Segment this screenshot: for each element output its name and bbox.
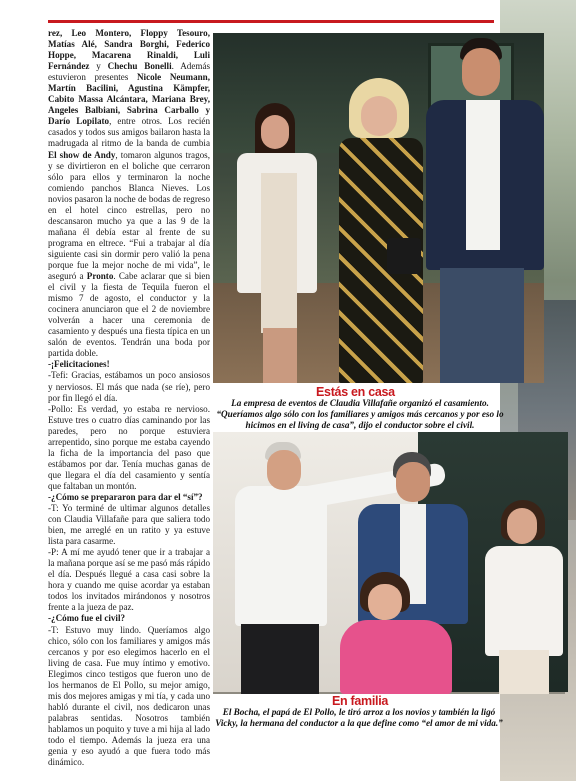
bold-run: -¿Cómo fue el civil? xyxy=(48,613,126,624)
wedding-photo-trio xyxy=(213,33,544,383)
article-paragraph xyxy=(48,503,210,547)
text-run: -T: Estuvo muy lindo. Queríamos algo chico, sólo con los familiares y amigos más cercanos y por eso elegimos hacerlo en el living de casa. Fue muy íntimo y emotivo. Elegimos cinco testigos que fueron uno de los hermanos de El Pollo, su mejor amigo, mis dos mejores amigas y mi tía, y cada uno habló durante el civil, nos dedicaron unas palabras sentidas. Nosotros también hablamos un poquito y tuve a mi hija al lado todo el tiempo. Además la jueza era una genia y eso ayudó a que fuera todo más dinámico. xyxy=(48,624,210,768)
top-rule xyxy=(48,20,494,23)
bold-run: -¡Felicitaciones! xyxy=(48,359,110,370)
article-body xyxy=(48,28,211,768)
text-run: -T: Yo terminé de ultimar algunos detalles con Claudia Villafañe para que saliera todo bien, me arreglé en un ratito y ya estuve lista para casarme. xyxy=(48,503,210,547)
bride-figure xyxy=(481,500,565,694)
article-paragraph xyxy=(48,359,210,370)
article-paragraph xyxy=(48,613,210,624)
bold-run: Chechu Bonelli xyxy=(107,61,172,72)
article-paragraph xyxy=(48,492,210,503)
caption-title: En familia xyxy=(332,694,389,708)
text-run: -Tefi: Gracias, estábamos un poco ansiosos y nerviosos. El más que nada (se ríe), pero por fin llegó el día. xyxy=(48,370,210,403)
text-run: -P: A mí me ayudó tener que ir a trabajar a la mañana porque así se me pasó más rápido el día. Después llegué a casa casi sobre la hora y cuando me quise acordar ya estaban todos los invitados mirándonos y nosotros frente a la jueza de paz. xyxy=(48,547,210,613)
bold-run: -¿Cómo se prepararon para dar el “sí”? xyxy=(48,491,203,502)
bold-run: Nicole Neumann, Martín Bacilini, Agustina Kämpfer, Cabito Massa Alcántara, Mariana Brey, Angeles Balbiani, Sabrina Carballo y Darío Lopilato xyxy=(48,72,211,127)
caption-text: La empresa de eventos de Claudia Villafañe organizó el casamiento. “Queríamos algo sólo con los familiares y amigos más cercanos y por eso lo hicimos en el living de casa”, dijo el conductor sobre el civil. xyxy=(216,398,504,430)
text-run: . Además estuvieron presentes xyxy=(48,61,211,83)
article-paragraph xyxy=(48,404,210,492)
caption-title: Estás en casa xyxy=(316,385,395,399)
article-paragraph xyxy=(48,370,210,403)
article-paragraph xyxy=(48,28,210,359)
groom-figure xyxy=(418,38,544,383)
text-run: y xyxy=(89,61,108,72)
family-photo xyxy=(213,432,565,694)
sister-figure xyxy=(338,572,458,694)
bold-run: El show de Andy xyxy=(48,149,116,160)
article-paragraph xyxy=(48,625,210,769)
text-run: , tomaron algunos tragos, y se divirtieron en el boliche que cerraron sólo para ellos y terminaron la noche comiendo panchos Blanca Nieves. Los novios pasaron la noche de bodas de regreso en el hotel cinco estrellas, pero no descansaron mucho ya que a las 9 de la mañana él debía estar al frente de su programa en eltrece. “Fui a trabajar al día siguiente casi sin dormir pero valió la pena porque fue la mejor noche de mi vida”, le aseguró a xyxy=(48,149,210,282)
text-run: -Pollo: Es verdad, yo estaba re nervioso. Estuve tres o cuatro días caminando por las paredes, pero no porque estuviera arrepentido, sino porque me estaba cayendo la ficha de la importancia del paso que estábamos por dar. Tenía muchas ganas de que llegara el día del casamiento y sentía que faltaban un montón. xyxy=(48,403,210,491)
bride-figure xyxy=(227,103,325,383)
bold-run: Pronto xyxy=(86,271,114,282)
bold-run: rez, Leo Montero, Floppy Tesouro, Matías Alé, Sandra Borghi, Federico Hoppe, Macarena Rinaldi, Luli Fernández xyxy=(48,28,210,72)
caption-text: El Bocha, el papá de El Pollo, le tiró arroz a los novios y también la ligó Vicky, la hermana del conductor a la que define como “el amor de mi vida.” xyxy=(215,707,503,728)
text-run: , entre otros. Los recién casados y todos sus amigos bailaron hasta la madrugada al ritmo de la banda de cumbia xyxy=(48,116,211,149)
article-paragraph xyxy=(48,547,210,613)
text-run: . Cabe aclarar que si bien el civil y la fiesta de Tequila fueron el mismo 7 de agosto, el conductor y la cocinera anunciaron que el 2 de noviembre volverán a hacer una ceremonia de casamiento y después una fiesta típica en un salón de eventos. Tendrán una boda por partida doble. xyxy=(48,271,211,359)
